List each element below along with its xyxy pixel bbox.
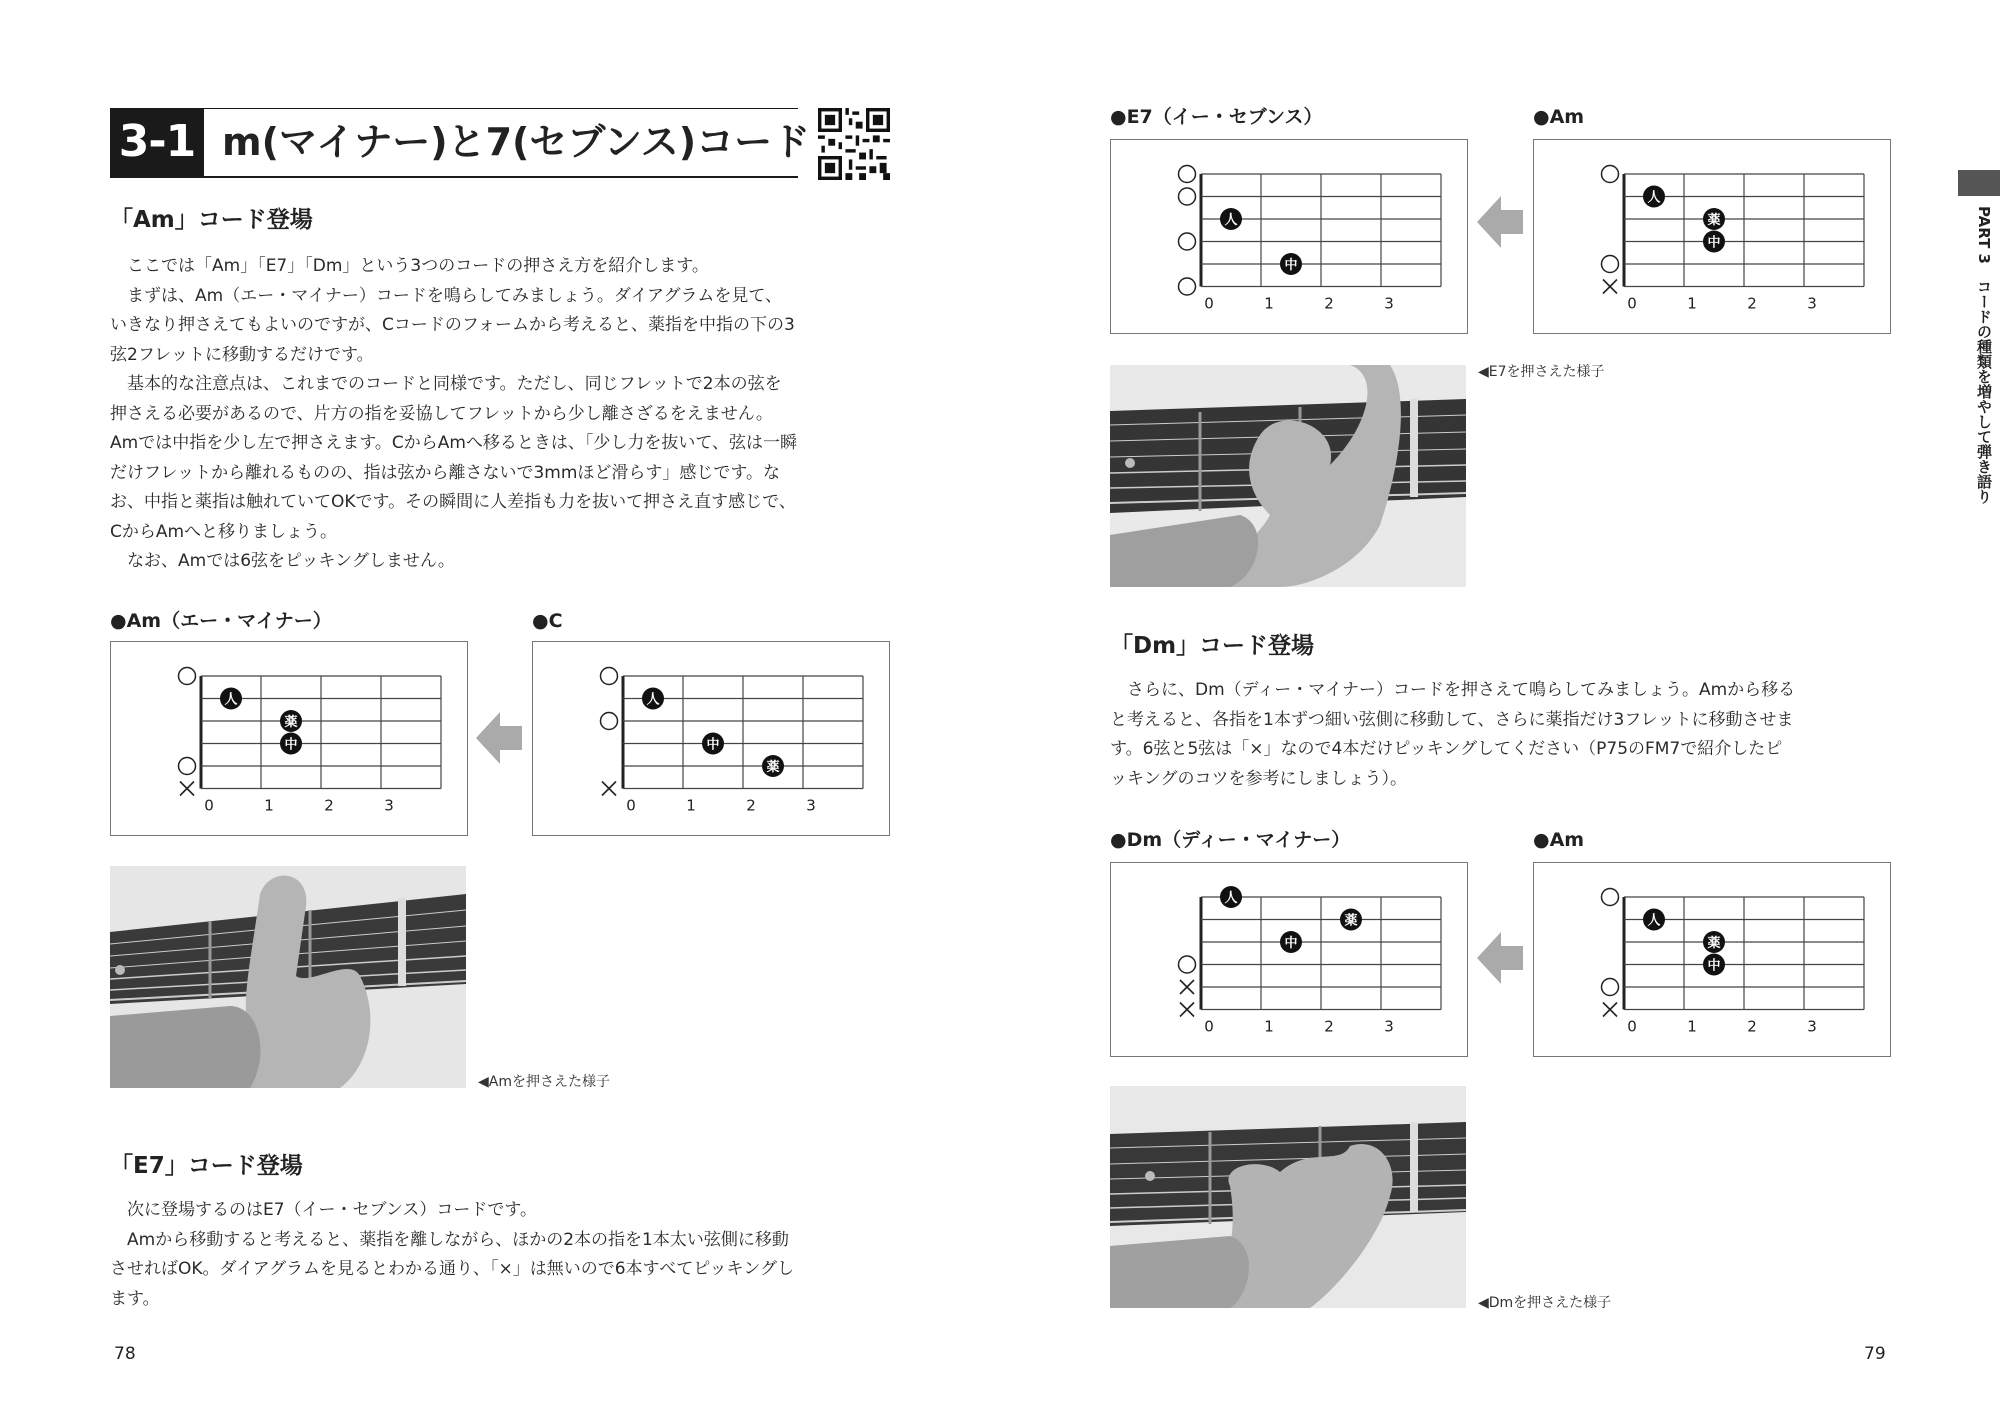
arrow-left-icon [476,712,522,764]
section-title-am: 「Am」コード登場 [110,207,313,233]
svg-text:中: 中 [1707,958,1721,974]
chord-diagram-c [532,641,890,836]
finger-position-marker [762,755,784,777]
fret-number-label: 3 [1384,294,1394,313]
fret-number-label: 0 [1627,294,1637,313]
body-text-e7 [110,1196,798,1314]
finger-position-marker [1340,909,1362,931]
fret-number-label: 2 [1324,1017,1334,1036]
finger-position-marker [1643,186,1665,208]
muted-string-marker [1180,1003,1194,1017]
chord-diagram-svg [1534,863,1890,1056]
fret-number-label: 2 [1747,1017,1757,1036]
arrow-left-icon [1477,932,1523,984]
page-number-right: 79 [1864,1344,1886,1364]
muted-string-marker [602,782,616,796]
photo-am-hand [110,866,466,1088]
paragraph: ここでは「Am」「E7」「Dm」という3つのコードの押さえ方を紹介します。 [127,256,709,276]
finger-position-marker [220,688,242,710]
body-text-am [110,252,798,577]
header-underline [110,176,798,178]
chapter-tab [1958,170,2000,196]
chart-caption-am-right-2: ●Am [1533,829,1585,851]
svg-text:薬: 薬 [766,760,780,775]
chord-diagram-am-right [1533,139,1891,334]
fret-number-label: 1 [1687,1017,1697,1036]
paragraph: 基本的な注意点は、これまでのコードと同様です。ただし、同じフレットで2本の弦を押さえる必要があるので、片方の指を妥協してフレットから少し離さざるをえません。Amでは中指を少し左で押さえます。CからAmへ移るときは、「少し力を抜いて、弦は一瞬だけフレットから離れるものの、指は弦から離さないで3mmほど滑らす」感じです。なお、中指と薬指は触れていてOKです。その瞬間に人差指も力を抜いて押さえ直す感じで、CからAmへと移りましょう。 [110,374,798,542]
finger-position-marker [1280,253,1302,275]
chord-diagram-svg [1111,140,1467,333]
open-string-marker [601,713,618,730]
svg-text:人: 人 [1224,891,1238,906]
finger-position-marker [642,688,664,710]
svg-text:中: 中 [1707,235,1721,251]
chart-caption-am: ●Am（エー・マイナー） [110,610,332,632]
finger-position-marker [1220,208,1242,230]
finger-position-marker [1703,931,1725,953]
muted-string-marker [1180,980,1194,994]
finger-position-marker [1220,886,1242,908]
svg-text:中: 中 [1284,258,1298,273]
qr-code[interactable] [818,108,890,180]
open-string-marker [1179,166,1196,183]
finger-position-marker [280,733,302,755]
open-string-marker [1179,278,1196,295]
chord-diagram-am [110,641,468,836]
photo-caption-am: ◀Amを押さえた様子 [478,1074,610,1090]
chord-diagram-am-right-2 [1533,862,1891,1057]
fret-number-label: 2 [324,796,334,815]
paragraph: 次に登場するのはE7（イー・セブンス）コードです。 [127,1200,538,1220]
fret-number-label: 0 [1627,1017,1637,1036]
chart-caption-am-right: ●Am [1533,106,1585,128]
open-string-marker [179,758,196,775]
svg-text:中: 中 [1284,936,1298,951]
paragraph: さらに、Dm（ディー・マイナー）コードを押さえて鳴らしてみましょう。Amから移ると考えると、各指を1本ずつ細い弦側に移動して、さらに薬指だけ3フレットに移動させます。6弦と5弦は「×」なので4本だけピッキングしてください（P75のFM7で紹介したピッキングのコツを参考にしましょう）。 [1110,680,1796,789]
chord-diagram-svg [1111,863,1467,1056]
fret-number-label: 2 [1324,294,1334,313]
arrow-left-icon [1477,196,1523,248]
finger-position-marker [1280,931,1302,953]
finger-position-marker [702,733,724,755]
paragraph: まずは、Am（エー・マイナー）コードを鳴らしてみましょう。ダイアグラムを見て、いきなり押さえてもよいのですが、Cコードのフォームから考えると、薬指を中指の下の3弦2フレットに移動するだけです。 [110,285,795,365]
paragraph: なお、Amでは6弦をピッキングしません。 [127,551,455,571]
open-string-marker [1179,233,1196,250]
fret-number-label: 0 [204,796,214,815]
chord-diagram-svg [1534,140,1890,333]
open-string-marker [179,668,196,685]
photo-e7-hand [1110,365,1466,587]
muted-string-marker [1603,280,1617,294]
page-title: m(マイナー)と7(セブンス)コード [222,120,811,164]
finger-position-marker [1703,231,1725,253]
photo-dm-hand [1110,1086,1466,1308]
fret-number-label: 1 [1264,294,1274,313]
finger-position-marker [280,710,302,732]
svg-text:人: 人 [1647,913,1661,929]
svg-text:薬: 薬 [1707,213,1721,228]
open-string-marker [1602,166,1619,183]
body-text-dm [1110,676,1796,794]
muted-string-marker [180,782,194,796]
chord-diagram-svg [533,642,889,835]
page-number-left: 78 [114,1344,136,1364]
section-number-badge: 3-1 [110,108,204,176]
fret-number-label: 0 [1204,294,1214,313]
svg-text:中: 中 [706,737,720,753]
finger-position-marker [1703,954,1725,976]
svg-text:人: 人 [1647,190,1661,206]
open-string-marker [1179,188,1196,205]
finger-position-marker [1703,208,1725,230]
open-string-marker [1602,979,1619,996]
svg-text:人: 人 [646,692,660,708]
svg-text:薬: 薬 [284,715,298,730]
open-string-marker [1602,256,1619,273]
header-top-rule [204,108,798,109]
open-string-marker [1602,889,1619,906]
fret-number-label: 1 [1687,294,1697,313]
fret-number-label: 0 [626,796,636,815]
fret-number-label: 3 [1384,1017,1394,1036]
fret-number-label: 3 [806,796,816,815]
chart-caption-c: ●C [532,610,563,632]
photo-caption-dm: ◀Dmを押さえた様子 [1478,1295,1612,1311]
open-string-marker [1179,956,1196,973]
muted-string-marker [1603,1003,1617,1017]
section-title-dm: 「Dm」コード登場 [1110,633,1315,659]
chord-diagram-dm [1110,862,1468,1057]
chart-caption-dm: ●Dm（ディー・マイナー） [1110,829,1351,851]
fret-number-label: 0 [1204,1017,1214,1036]
paragraph: Amから移動すると考えると、薬指を離しながら、ほかの2本の指を1本太い弦側に移動させればOK。ダイアグラムを見るとわかる通り、「×」は無いので6本すべてピッキングします。 [110,1229,795,1309]
open-string-marker [601,668,618,685]
finger-position-marker [1643,909,1665,931]
svg-text:中: 中 [284,737,298,753]
svg-text:人: 人 [224,692,238,708]
chord-diagram-e7 [1110,139,1468,334]
fret-number-label: 3 [1807,1017,1817,1036]
chapter-side-label: PART 3 コードの種類を増やして弾き語り [1975,206,1993,504]
fret-number-label: 1 [264,796,274,815]
svg-text:薬: 薬 [1707,936,1721,951]
photo-caption-e7: ◀E7を押さえた様子 [1478,364,1605,380]
chart-caption-e7: ●E7（イー・セブンス） [1110,106,1323,128]
fret-number-label: 2 [746,796,756,815]
fret-number-label: 2 [1747,294,1757,313]
section-title-e7: 「E7」コード登場 [110,1153,303,1179]
svg-text:薬: 薬 [1344,913,1358,929]
chord-diagram-svg [111,642,467,835]
fret-number-label: 3 [384,796,394,815]
fret-number-label: 1 [686,796,696,815]
svg-text:人: 人 [1224,213,1238,228]
fret-number-label: 3 [1807,294,1817,313]
fret-number-label: 1 [1264,1017,1274,1036]
